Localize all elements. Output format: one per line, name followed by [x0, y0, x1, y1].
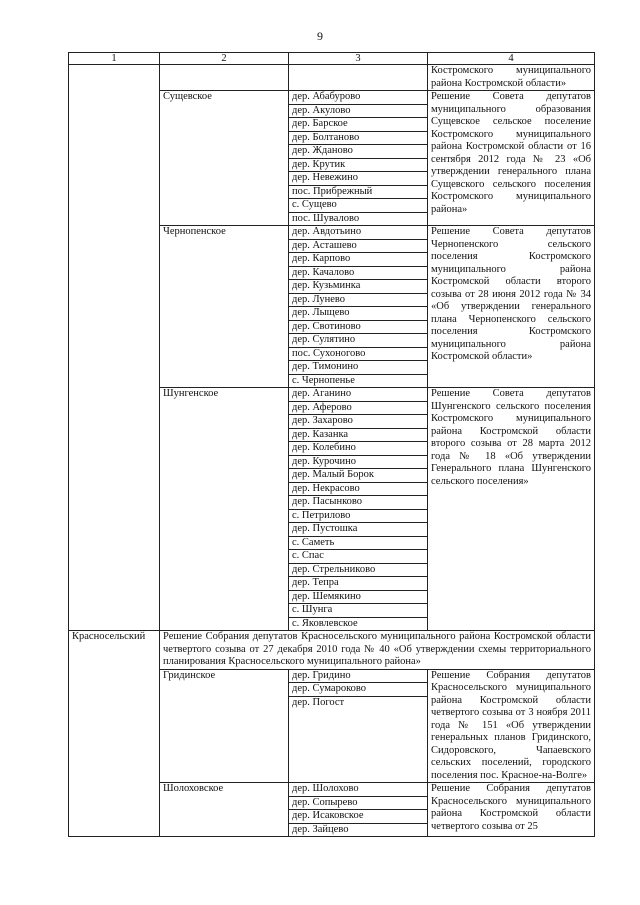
- settlement-name: Шолоховское: [160, 783, 289, 837]
- village-list-cell: [289, 783, 428, 837]
- village-item: дер. Исаковское: [289, 810, 427, 824]
- settlement-name: Сущевское: [160, 91, 289, 226]
- continuation-row: [69, 65, 595, 91]
- village-item: дер. Зайцево: [292, 823, 349, 835]
- header-col-2: 2: [160, 53, 289, 65]
- district-cell-empty: [69, 65, 160, 631]
- village-item: с. Спас: [289, 550, 427, 564]
- village-list: [289, 91, 427, 225]
- continuation-text: Костромского муниципального района Костромской области»: [428, 65, 595, 91]
- village-item: пос. Прибрежный: [289, 185, 427, 199]
- village-item: дер. Малый Борок: [289, 469, 427, 483]
- district-decision-text: Решение Собрания депутатов Красносельского муниципального района Костромской области четвертого созыва от 27 декабря 2010 года № 40 «Об утверждении схемы территориального планирования Красносельского муниципального района»: [160, 631, 595, 670]
- village-item: дер. Тепра: [289, 577, 427, 591]
- village-item: с. Яковлевское: [292, 617, 358, 629]
- village-item: дер. Асташево: [289, 239, 427, 253]
- continuation-col2: [160, 65, 289, 91]
- village-item: дер. Пустошка: [289, 523, 427, 537]
- continuation-col3: [289, 65, 428, 91]
- village-item: дер. Аганино: [289, 388, 427, 401]
- village-item: дер. Невежино: [289, 172, 427, 186]
- decision-text: Решение Совета депутатов Чернопенского сельского поселения Костромского муниципального района Костромской области второго созыва от 28 июня 2012 года № 34 «Об утверждении генерального плана Чернопенского сельского поселения Костромского муниципального района Костромской области»: [428, 226, 595, 388]
- decision-text: Решение Собрания депутатов Красносельского муниципального района Костромской области четвертого созыва от 25: [428, 783, 595, 837]
- village-item: дер. Некрасово: [289, 482, 427, 496]
- village-item: дер. Крутик: [289, 158, 427, 172]
- header-col-3: 3: [289, 53, 428, 65]
- district-name: Красносельский: [69, 631, 160, 837]
- page-number: 9: [317, 29, 323, 43]
- village-list-cell: [289, 91, 428, 226]
- settlement-name: Гридинское: [160, 669, 289, 783]
- village-item: дер. Кузьминка: [289, 280, 427, 294]
- village-item: дер. Барское: [289, 118, 427, 132]
- village-list: [289, 670, 427, 710]
- header-col-1: 1: [69, 53, 160, 65]
- territorial-planning-table: [68, 52, 595, 837]
- village-item: пос. Шувалово: [292, 212, 360, 224]
- settlement-name: Шунгенское: [160, 388, 289, 631]
- village-item: дер. Шолохово: [289, 783, 427, 796]
- header-col-4: 4: [428, 53, 595, 65]
- village-item: дер. Захарово: [289, 415, 427, 429]
- village-item: дер. Тимонино: [289, 361, 427, 375]
- village-item: дер. Свотиново: [289, 320, 427, 334]
- village-item: с. Чернопенье: [292, 374, 355, 386]
- village-item: дер. Пасынково: [289, 496, 427, 510]
- village-item: дер. Сумароково: [289, 683, 427, 697]
- village-item: дер. Курочино: [289, 455, 427, 469]
- village-item: дер. Аферово: [289, 401, 427, 415]
- village-list-cell: [289, 669, 428, 783]
- village-item: дер. Карпово: [289, 253, 427, 267]
- village-item: дер. Акулово: [289, 104, 427, 118]
- decision-text: Решение Собрания депутатов Красносельского муниципального района Костромской области четвертого созыва от 3 ноября 2011 года № 151 «Об утверждении генеральных планов Гридинского, Сидоровского, Чапаевского сельских поселений, городского поселения пос. Красное-на-Волге»: [428, 669, 595, 783]
- village-item: с. Сущево: [289, 199, 427, 213]
- village-item: дер. Качалово: [289, 266, 427, 280]
- decision-text: Решение Совета депутатов Шунгенского сельского поселения Костромского муниципального района Костромской области второго созыва от 28 марта 2012 года № 18 «Об утверждении Генерального плана Шунгенского сельского поселения»: [428, 388, 595, 631]
- village-item: дер. Стрельниково: [289, 563, 427, 577]
- village-list-cell: [289, 388, 428, 631]
- village-item: дер. Шемякино: [289, 590, 427, 604]
- village-list-cell: [289, 226, 428, 388]
- header-row: [69, 53, 595, 65]
- village-item: дер. Авдотьино: [289, 226, 427, 239]
- village-list: [289, 783, 427, 836]
- village-item: дер. Сулятино: [289, 334, 427, 348]
- village-item: дер. Сопырево: [289, 796, 427, 810]
- village-item: дер. Погост: [292, 696, 345, 708]
- village-item: дер. Гридино: [289, 670, 427, 683]
- decision-text: Решение Совета депутатов муниципального образования Сущевское сельское поселение Костромского муниципального района Костромской области от 16 сентября 2012 года № 23 «Об утверждении генерального плана Сущевского сельского поселения Костромского муниципального района»: [428, 91, 595, 226]
- village-item: дер. Колебино: [289, 442, 427, 456]
- village-list: [289, 226, 427, 387]
- village-item: дер. Абабурово: [289, 91, 427, 104]
- village-item: дер. Жданово: [289, 145, 427, 159]
- village-item: дер. Лунево: [289, 293, 427, 307]
- village-item: дер. Лыщево: [289, 307, 427, 321]
- village-item: дер. Казанка: [289, 428, 427, 442]
- village-item: с. Шунга: [289, 604, 427, 618]
- village-item: с. Петрилово: [289, 509, 427, 523]
- village-list: [289, 388, 427, 630]
- settlement-name: Чернопенское: [160, 226, 289, 388]
- village-item: пос. Сухоногово: [289, 347, 427, 361]
- village-item: с. Саметь: [289, 536, 427, 550]
- district-row-krasnoselsky: [69, 631, 595, 670]
- village-item: дер. Болтаново: [289, 131, 427, 145]
